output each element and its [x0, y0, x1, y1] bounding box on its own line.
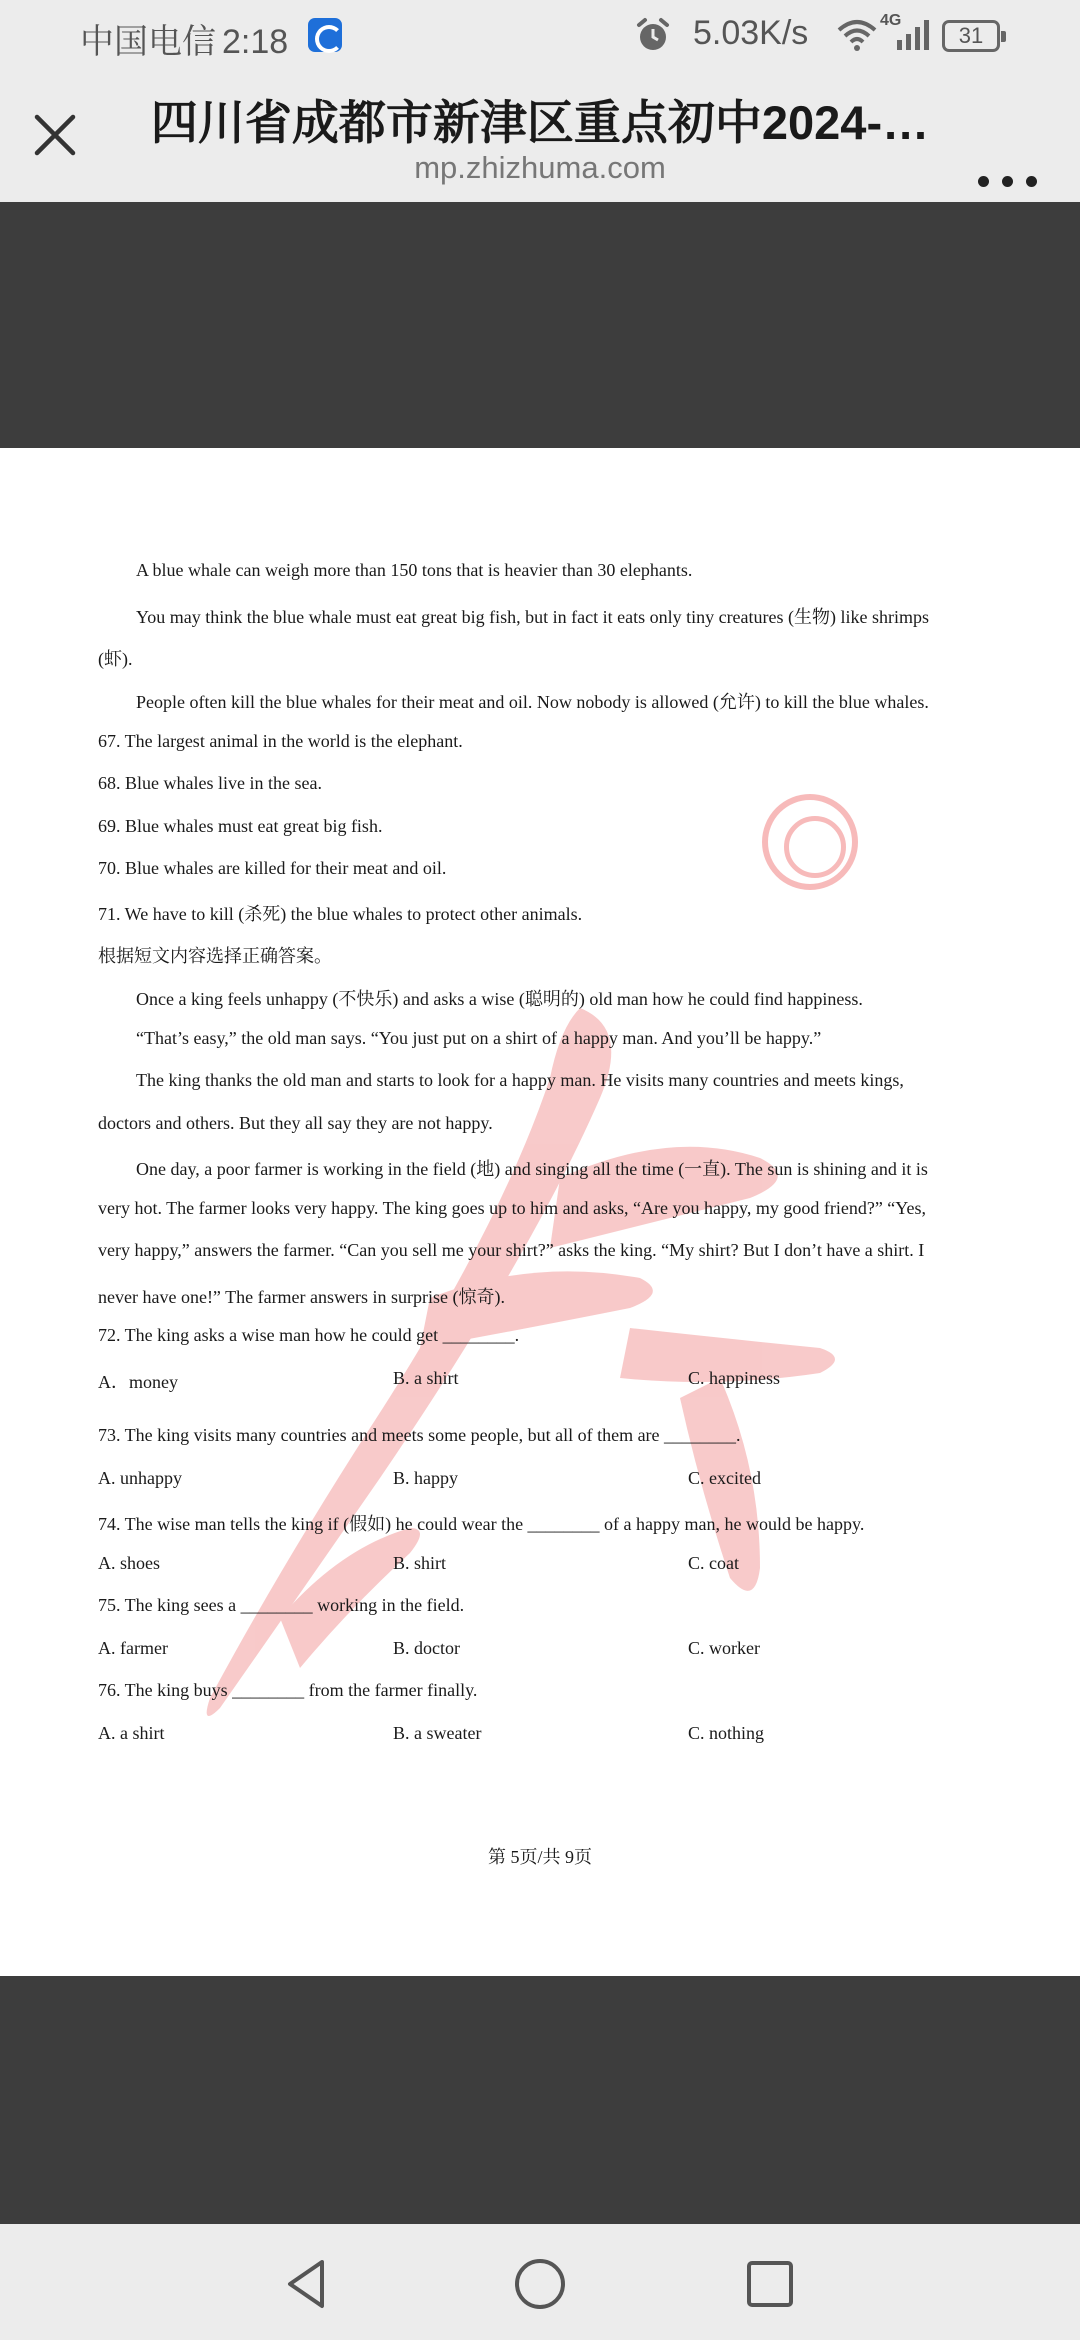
option-a: A．money [98, 1372, 178, 1392]
document-page[interactable] [0, 448, 1080, 1976]
option-b: B. doctor [393, 1638, 460, 1658]
battery-icon [942, 20, 1000, 52]
page-url: mp.zhizhuma.com [414, 150, 666, 185]
battery-level: 31 [958, 23, 984, 48]
text-line: 69. Blue whales must eat great big fish. [98, 816, 383, 836]
text-line: You may think the blue whale must eat great big fish, but in fact it eats only tiny creatures (生物) like shrimps [136, 607, 930, 627]
page-title: 四川省成都市新津区重点初中2024-… [150, 96, 930, 149]
text-line: very hot. The farmer looks very happy. The king goes up to him and asks, “Are you happy, my good friend?” “Yes, [98, 1198, 926, 1218]
text-line: The king thanks the old man and starts to look for a happy man. He visits many countries and meets kings, [136, 1070, 904, 1090]
question-74: 74. The wise man tells the king if (假如) he could wear the ________ of a happy man, he would be happy. [98, 1514, 865, 1534]
carrier-time [80, 14, 288, 63]
text-line: Once a king feels unhappy (不快乐) and asks a wise (聪明的) old man how he could find happiness. [136, 989, 863, 1009]
signal-icon [896, 20, 930, 50]
recents-icon[interactable] [740, 2254, 800, 2314]
option-b: B. a shirt [393, 1368, 459, 1388]
text-line: 71. We have to kill (杀死) the blue whales to protect other animals. [98, 904, 583, 924]
system-nav-bar [0, 2224, 1080, 2340]
option-b: B. a sweater [393, 1723, 482, 1743]
text-line: “That’s easy,” the old man says. “You just put on a shirt of a happy man. And you’ll be happy.” [136, 1028, 822, 1048]
question-73: 73. The king visits many countries and meets some people, but all of them are ________. [98, 1425, 741, 1445]
text-line: doctors and others. But they all say they are not happy. [98, 1113, 493, 1133]
section-instruction: 根据短文内容选择正确答案。 [98, 946, 332, 966]
wifi-icon [836, 18, 878, 52]
option-b: B. happy [393, 1468, 458, 1488]
text-line: (虾). [98, 649, 133, 669]
option-c: C. excited [688, 1468, 761, 1488]
close-icon[interactable] [22, 102, 88, 168]
text-line: People often kill the blue whales for their meat and oil. Now nobody is allowed (允许) to kill the blue whales. [136, 692, 929, 712]
carrier-name: 中国电信 [80, 23, 216, 61]
option-a: A. a shirt [98, 1723, 165, 1743]
option-c: C. worker [688, 1638, 760, 1658]
app-notification-icon [308, 18, 342, 52]
text-line: very happy,” answers the farmer. “Can you sell me your shirt?” asks the king. “My shirt? But I don’t have a shirt. I [98, 1240, 925, 1260]
status-bar [0, 0, 1080, 72]
option-c: C. nothing [688, 1723, 765, 1743]
text-line: A blue whale can weigh more than 150 tons that is heavier than 30 elephants. [136, 560, 693, 580]
option-a: A. farmer [98, 1638, 168, 1658]
option-c: C. coat [688, 1553, 739, 1573]
text-line: One day, a poor farmer is working in the field (地) and singing all the time (一直). The sun is shining and it is [136, 1159, 928, 1179]
home-icon[interactable] [510, 2254, 570, 2314]
clock: 2:18 [222, 23, 289, 61]
page-number: 第 5页/共 9页 [487, 1847, 592, 1867]
registered-stamp-watermark [762, 794, 858, 890]
text-line: never have one!” The farmer answers in surprise (惊奇). [98, 1287, 506, 1307]
question-75: 75. The king sees a ________ working in the field. [98, 1595, 465, 1615]
option-b: B. shirt [393, 1553, 447, 1573]
option-a: A. unhappy [98, 1468, 182, 1488]
alarm-icon [634, 16, 672, 54]
more-options-icon[interactable] [970, 176, 1050, 200]
network-type: 4G [880, 12, 902, 29]
browser-header [0, 72, 1080, 202]
net-speed: 5.03K/s [693, 14, 809, 52]
text-line: 70. Blue whales are killed for their meat and oil. [98, 858, 447, 878]
question-76: 76. The king buys ________ from the farmer finally. [98, 1680, 478, 1700]
question-72: 72. The king asks a wise man how he could get ________. [98, 1325, 520, 1345]
back-icon[interactable] [278, 2254, 338, 2314]
option-a: A. shoes [98, 1553, 160, 1573]
text-line: 68. Blue whales live in the sea. [98, 773, 322, 793]
option-c: C. happiness [688, 1368, 780, 1388]
text-line: 67. The largest animal in the world is the elephant. [98, 731, 463, 751]
